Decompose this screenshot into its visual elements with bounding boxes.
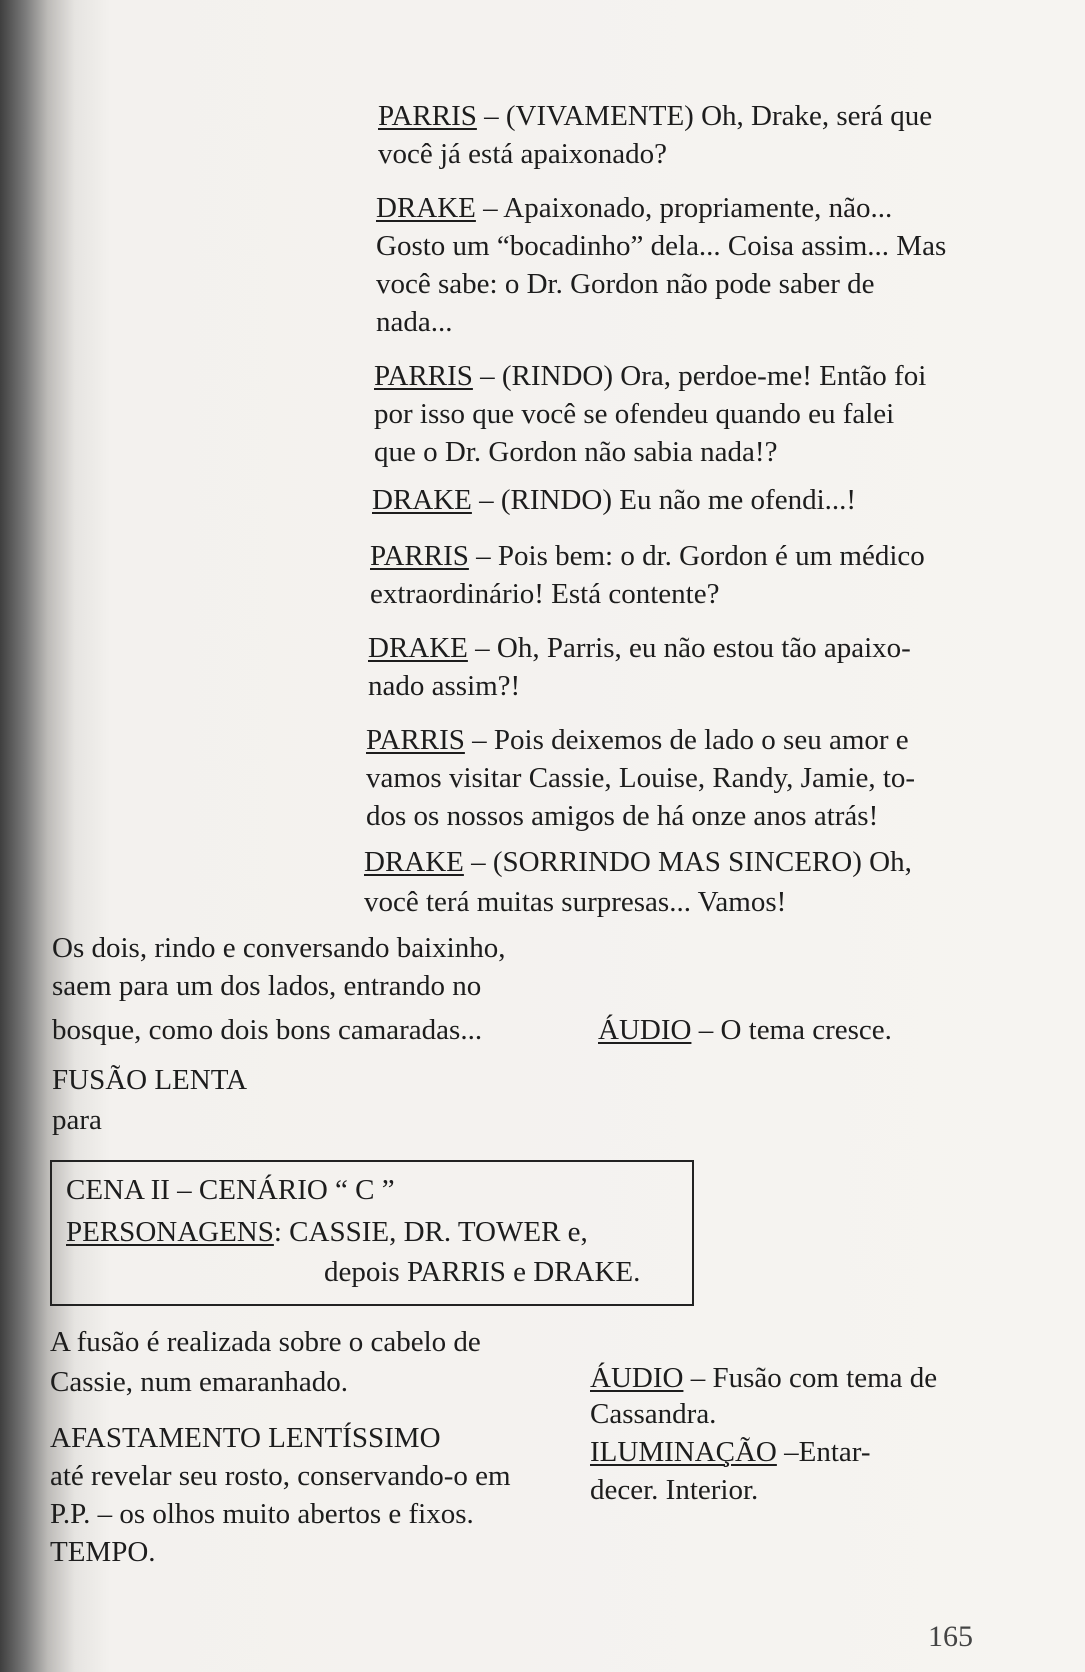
speaker-name: DRAKE <box>376 192 476 224</box>
scene-heading-box <box>50 1160 694 1306</box>
dialogue-text: – Pois bem: o dr. Gordon é um médico <box>468 540 925 572</box>
dialogue-line <box>364 846 912 878</box>
action-line: bosque, como dois bons camaradas... <box>52 1014 483 1046</box>
dialogue-line <box>376 192 892 224</box>
dialogue-line: que o Dr. Gordon não sabia nada!? <box>374 436 778 468</box>
dialogue-line: nada... <box>376 306 453 338</box>
action-line: P.P. – os olhos muito abertos e fixos. <box>50 1498 474 1530</box>
speaker-name: PARRIS <box>366 724 465 756</box>
dialogue-line <box>378 100 932 132</box>
dialogue-line: você terá muitas surpresas... Vamos! <box>364 886 787 918</box>
dialogue-text: – (SORRINDO MAS SINCERO) Oh, <box>463 846 912 878</box>
dialogue-line: extraordinário! Está contente? <box>370 578 720 610</box>
lighting-label: ILUMINAÇÃO <box>590 1436 777 1468</box>
scene-title: CENA II – CENÁRIO “ C ” <box>66 1174 395 1206</box>
audio-label: ÁUDIO <box>590 1362 684 1394</box>
dialogue-line: você já está apaixonado? <box>378 138 668 170</box>
dialogue-text: – Apaixonado, propriamente, não... <box>475 192 893 224</box>
dialogue-text: – Pois deixemos de lado o seu amor e <box>464 724 909 756</box>
dialogue-line: dos os nossos amigos de há onze anos atrás! <box>366 800 879 832</box>
dialogue-line: por isso que você se ofendeu quando eu falei <box>374 398 895 430</box>
dialogue-text: – (VIVAMENTE) Oh, Drake, será que <box>476 100 933 132</box>
audio-text: – O tema cresce. <box>691 1014 892 1046</box>
action-line: A fusão é realizada sobre o cabelo de <box>50 1326 481 1358</box>
action-line: saem para um dos lados, entrando no <box>52 970 482 1002</box>
transition-line: FUSÃO LENTA <box>52 1064 248 1096</box>
dialogue-line <box>368 632 911 664</box>
dialogue-line <box>372 484 856 516</box>
characters-label: PERSONAGENS <box>66 1216 274 1248</box>
dialogue-line: você sabe: o Dr. Gordon não pode saber de <box>376 268 875 300</box>
speaker-name: DRAKE <box>368 632 468 664</box>
action-line: Os dois, rindo e conversando baixinho, <box>52 932 506 964</box>
dialogue-line: nado assim?! <box>368 670 521 702</box>
audio-cue-cont: Cassandra. <box>590 1398 717 1430</box>
audio-cue <box>598 1014 892 1046</box>
dialogue-line <box>374 360 926 392</box>
dialogue-line: Gosto um “bocadinho” dela... Coisa assim... Mas <box>376 230 947 262</box>
dialogue-text: – Oh, Parris, eu não estou tão apaixo- <box>467 632 911 664</box>
speaker-name: PARRIS <box>374 360 473 392</box>
audio-cue: ÁUDIO – Fusão com tema de <box>590 1362 938 1394</box>
lighting-cue: ILUMINAÇÃO –Entar- <box>590 1436 871 1468</box>
speaker-name: PARRIS <box>378 100 477 132</box>
action-line: até revelar seu rosto, conservando-o em <box>50 1460 511 1492</box>
speaker-name: DRAKE <box>364 846 464 878</box>
dialogue-text: – (RINDO) Ora, perdoe-me! Então foi <box>472 360 927 392</box>
dialogue-text: – (RINDO) Eu não me ofendi...! <box>471 484 857 516</box>
lighting-cue-cont: decer. Interior. <box>590 1474 759 1506</box>
action-line: TEMPO. <box>50 1536 156 1568</box>
speaker-name: DRAKE <box>372 484 472 516</box>
scene-characters-cont: depois PARRIS e DRAKE. <box>324 1256 641 1288</box>
transition-line: para <box>52 1104 102 1136</box>
action-line: Cassie, num emaranhado. <box>50 1366 348 1398</box>
speaker-name: PARRIS <box>370 540 469 572</box>
audio-label: ÁUDIO <box>598 1014 692 1046</box>
dialogue-line: vamos visitar Cassie, Louise, Randy, Jamie, to- <box>366 762 916 794</box>
dialogue-line <box>370 540 925 572</box>
scene-characters: PERSONAGENS: CASSIE, DR. TOWER e, <box>66 1216 588 1248</box>
action-line: AFASTAMENTO LENTÍSSIMO <box>50 1422 441 1454</box>
page-number: 165 <box>928 1620 973 1653</box>
dialogue-line <box>366 724 909 756</box>
